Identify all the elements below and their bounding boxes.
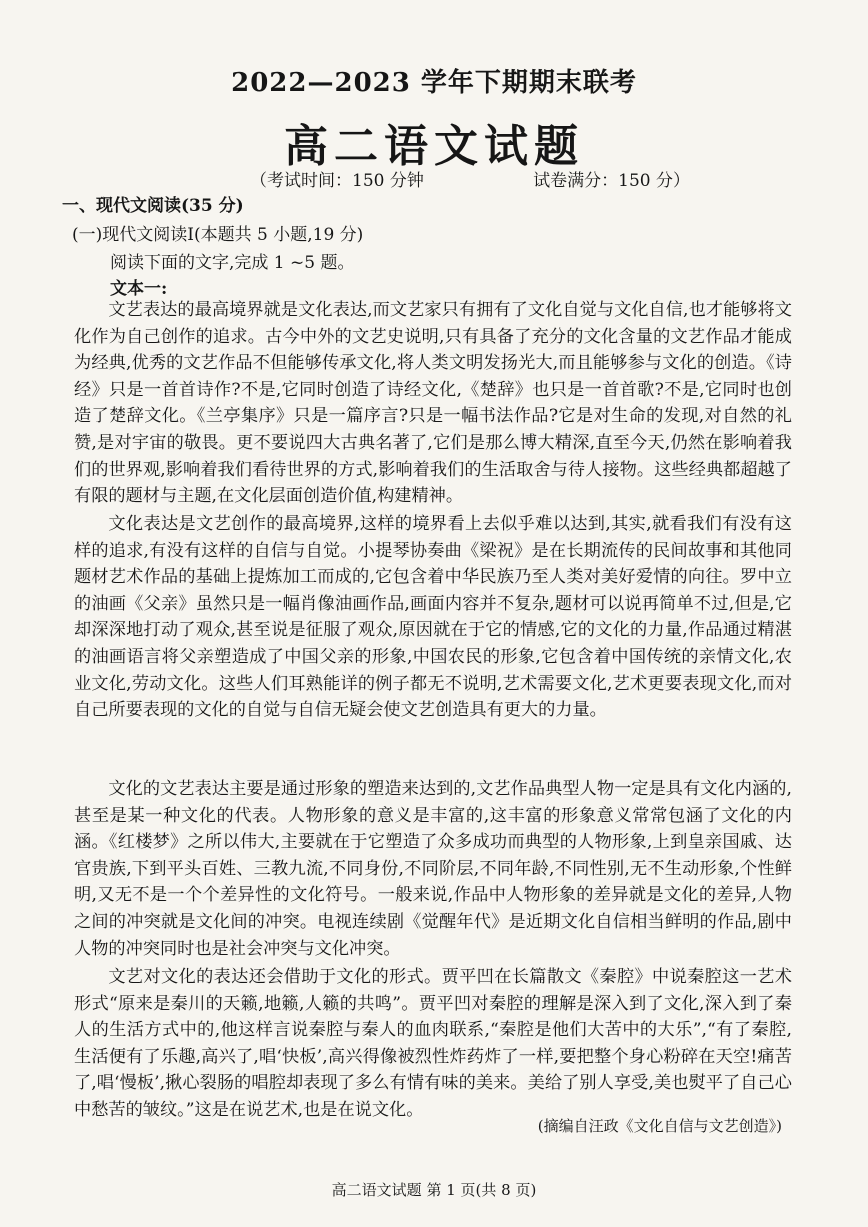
source-citation: (摘编自汪政《文化自信与文艺创造》) [537, 1117, 782, 1135]
paragraph-1: 文艺表达的最高境界就是文化表达,而文艺家只有拥有了文化自觉与文化自信,也才能够将文化作为自己创作的追求。古今中外的文艺史说明,只有具备了充分的文化含量的文艺作品才能成为经典,优秀的文艺作品不但能够传承文化,将人类文明发扬光大,而且能够参与文化的创造。《诗经》只是一首首诗作?不是,它同时创造了诗经文化,《楚辞》也只是一首首歌?不是,它同时也创造了楚辞文化。《兰亭集序》只是一篇序言?只是一幅书法作品?它是对生命的发现,对自然的礼赞,是对宇宙的敬畏。更不要说四大古典名著了,它们是那么博大精深,直至今天,仍然在影响着我们的世界观,影响着我们看待世界的方式,影响着我们的生活取舍与待人接物。这些经典都超越了有限的题材与主题,在文化层面创造价值,构建精神。 [74, 300, 792, 507]
subject-title: 高二语文试题 [284, 121, 584, 172]
full-score: 试卷满分：150 分） [533, 171, 690, 191]
page-footer: 高二语文试题 第 1 页(共 8 页) [331, 1181, 537, 1199]
exam-title: 2022—2023 学年下期期末联考 [231, 68, 637, 98]
exam-time: （考试时间：150 分钟 [250, 171, 424, 191]
section-title: 一、现代文阅读(35 分) [62, 196, 244, 216]
paragraph-3: 文化的文艺表达主要是通过形象的塑造来达到的,文艺作品典型人物一定是具有文化内涵的,甚至是某一种文化的代表。人物形象的意义是丰富的,这丰富的形象意义常常包涵了文化的内涵。《红楼梦》之所以伟大,主要就在于它塑造了众多成功而典型的人物形象,上到皇亲国戚、达官贵族,下到平头百姓、三教九流,不同身份,不同阶层,不同年龄,不同性别,无不生动形象,个性鲜明,又无不是一个个差异性的文化符号。一般来说,作品中人物形象的差异就是文化的差异,人物之间的冲突就是文化间的冲突。电视连续剧《觉醒年代》是近期文化自信相当鲜明的作品,剧中人物的冲突同时也是社会冲突与文化冲突。 [74, 779, 792, 959]
text-label: 文本一: [110, 279, 168, 299]
section-subtitle: (一)现代文阅读Ⅰ(本题共 5 小题,19 分) [72, 225, 364, 245]
paragraph-4: 文艺对文化的表达还会借助于文化的形式。贾平凹在长篇散文《秦腔》中说秦腔这一艺术形式“原来是秦川的天籁,地籁,人籁的共鸣”。贾平凹对秦腔的理解是深入到了文化,深入到了秦人的生活方式中的,他这样言说秦腔与秦人的血肉联系,“秦腔是他们大苦中的大乐”,“有了秦腔,生活便有了乐趣,高兴了,唱‘快板’,高兴得像被烈性炸药炸了一样,要把整个身心粉碎在天空!痛苦了,唱‘慢板’,揪心裂肠的唱腔却表现了多么有情有味的美来。美给了别人享受,美也熨平了自己心中愁苦的皱纹。”这是在说艺术,也是在说文化。 [74, 967, 792, 1120]
paragraph-2: 文化表达是文艺创作的最高境界,这样的境界看上去似乎难以达到,其实,就看我们有没有这样的追求,有没有这样的自信与自觉。小提琴协奏曲《梁祝》是在长期流传的民间故事和其他同题材艺术作品的基础上提炼加工而成的,它包含着中华民族乃至人类对美好爱情的向往。罗中立的油画《父亲》虽然只是一幅肖像油画作品,画面内容并不复杂,题材可以说再简单不过,但是,它却深深地打动了观众,甚至说是征服了观众,原因就在于它的情感,它的文化的力量,作品通过精湛的油画语言将父亲塑造成了中国父亲的形象,中国农民的形象,它包含着中国传统的亲情文化,农业文化,劳动文化。这些人们耳熟能详的例子都无不说明,艺术需要文化,艺术更要表现文化,而对自己所要表现的文化的自觉与自信无疑会使文艺创造具有更大的力量。 [74, 514, 792, 721]
reading-instruction: 阅读下面的文字,完成 1 ~5 题。 [110, 253, 355, 273]
exam-info [250, 166, 690, 191]
